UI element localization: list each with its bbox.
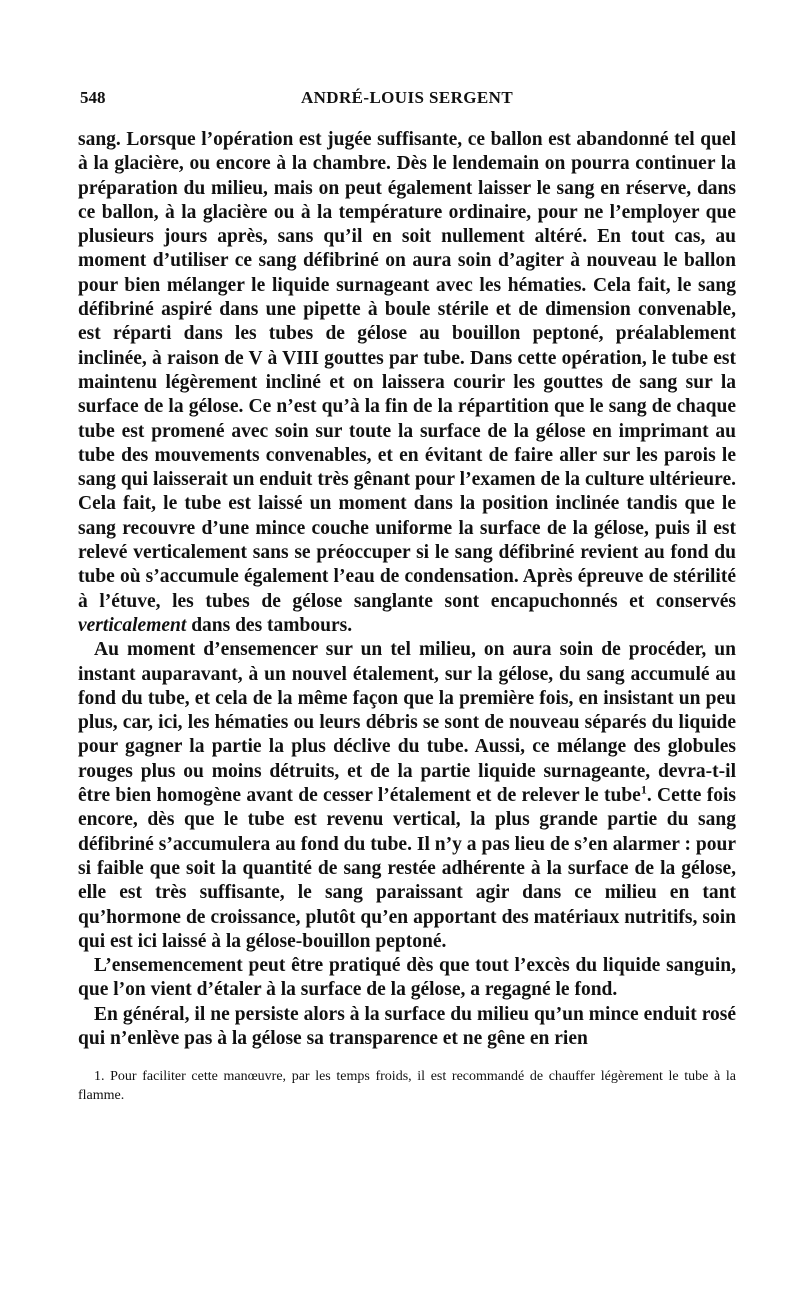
paragraph-2-text: Au moment d’ensemencer sur un tel milieu, on aura soin de procéder, un instant auparavant, à un nouvel étalement, sur la gélose, du sang accumulé au fond du tube, et cela de la même façon que la première fois, en insistant un peu plus, car, ici, les hématies ou leurs débris se sont de nouveau séparés du liquide pour gagner la partie la plus déclive du tube. Aussi, ce mélange des globules rouges plus ou moins détruits, et de la partie liquide surnageante, devra-t-il être bien homogène avant de cesser l’étalement et de relever le tube bbox=[78, 639, 736, 807]
running-title: ANDRÉ-LOUIS SERGENT bbox=[300, 88, 514, 107]
body-text bbox=[78, 128, 736, 1051]
page-number: 548 bbox=[80, 88, 106, 107]
document-page bbox=[78, 88, 736, 1105]
paragraph-2-end: . Cette fois encore, dès que le tube est revenu vertical, la plus grande partie du sang défibriné s’accumulera au fond du tube. Il n’y a pas lieu de s’en alarmer : pour si faible que soit la quantité de sang restée adhérente à la surface de la gélose, elle est très suffisante, le sang paraissant agir dans ce milieu en tant qu’hormone de croissance, plutôt qu’en apportant des matériaux nutritifs, soin qui est ici laissé à la gélose-bouillon peptoné. bbox=[78, 785, 736, 952]
emphasis-verticalement: verticalement bbox=[78, 614, 187, 636]
paragraph-1-text: sang. Lorsque l’opération est jugée suffisante, ce ballon est abandonné tel quel à la glacière, ou encore à la chambre. Dès le lendemain on pourra continuer la préparation du milieu, mais on peut également laisser le sang en réserve, dans ce ballon, à la glacière ou à la température ordinaire, pour ne l’employer que plusieurs jours après, sans qu’il en soit nullement altéré. En tout cas, au moment d’utiliser ce sang défibriné on aura soin d’agiter à nouveau le ballon pour bien mélanger le liquide surnageant avec les hématies. Cela fait, le sang défibriné aspiré dans une pipette à boule stérile et de dimension convenable, est réparti dans les tubes de gélose au bouillon peptoné, préalablement inclinée, à raison de V à VIII gouttes par tube. Dans cette opération, le tube est maintenu légèrement incliné et on laissera courir les gouttes de sang sur la surface de la gélose. Ce n’est qu’à la fin de la répartition que le sang de chaque tube est promené avec soin sur toute la surface de la gélose en imprimant au tube des mouvements convenables, et en évitant de faire aller sur les parois le sang qui laisserait un enduit très gênant pour l’examen de la culture ultérieure. Cela fait, le tube est laissé un moment dans la position inclinée tandis que le sang recouvre d’une mince couche uniforme la surface de la gélose, puis il est relevé verticalement sans se préoccuper si le sang défibriné revient au fond du tube où s’accumule également l’eau de condensation. Après épreuve de stérilité à l’étuve, les tubes de gélose sanglante sont encapuchonnés et conservés bbox=[78, 129, 736, 612]
footnote-reference: 1 bbox=[640, 782, 647, 797]
paragraph-1-end: dans des tambours. bbox=[186, 614, 353, 636]
paragraph-3: L’ensemencement peut être pratiqué dès que tout l’excès du liquide sanguin, que l’on vient d’étaler à la surface de la gélose, a regagné le fond. bbox=[78, 955, 736, 1001]
paragraph-4: En général, il ne persiste alors à la surface du milieu qu’un mince enduit rosé qui n’enlève pas à la gélose sa transparence et ne gêne en rien bbox=[78, 1003, 736, 1049]
footnote: 1. Pour faciliter cette manœuvre, par les temps froids, il est recommandé de chauffer légèrement le tube à la flamme. bbox=[78, 1069, 736, 1104]
running-header bbox=[78, 88, 736, 114]
paragraph-2 bbox=[78, 638, 736, 954]
paragraph-1 bbox=[78, 128, 736, 638]
